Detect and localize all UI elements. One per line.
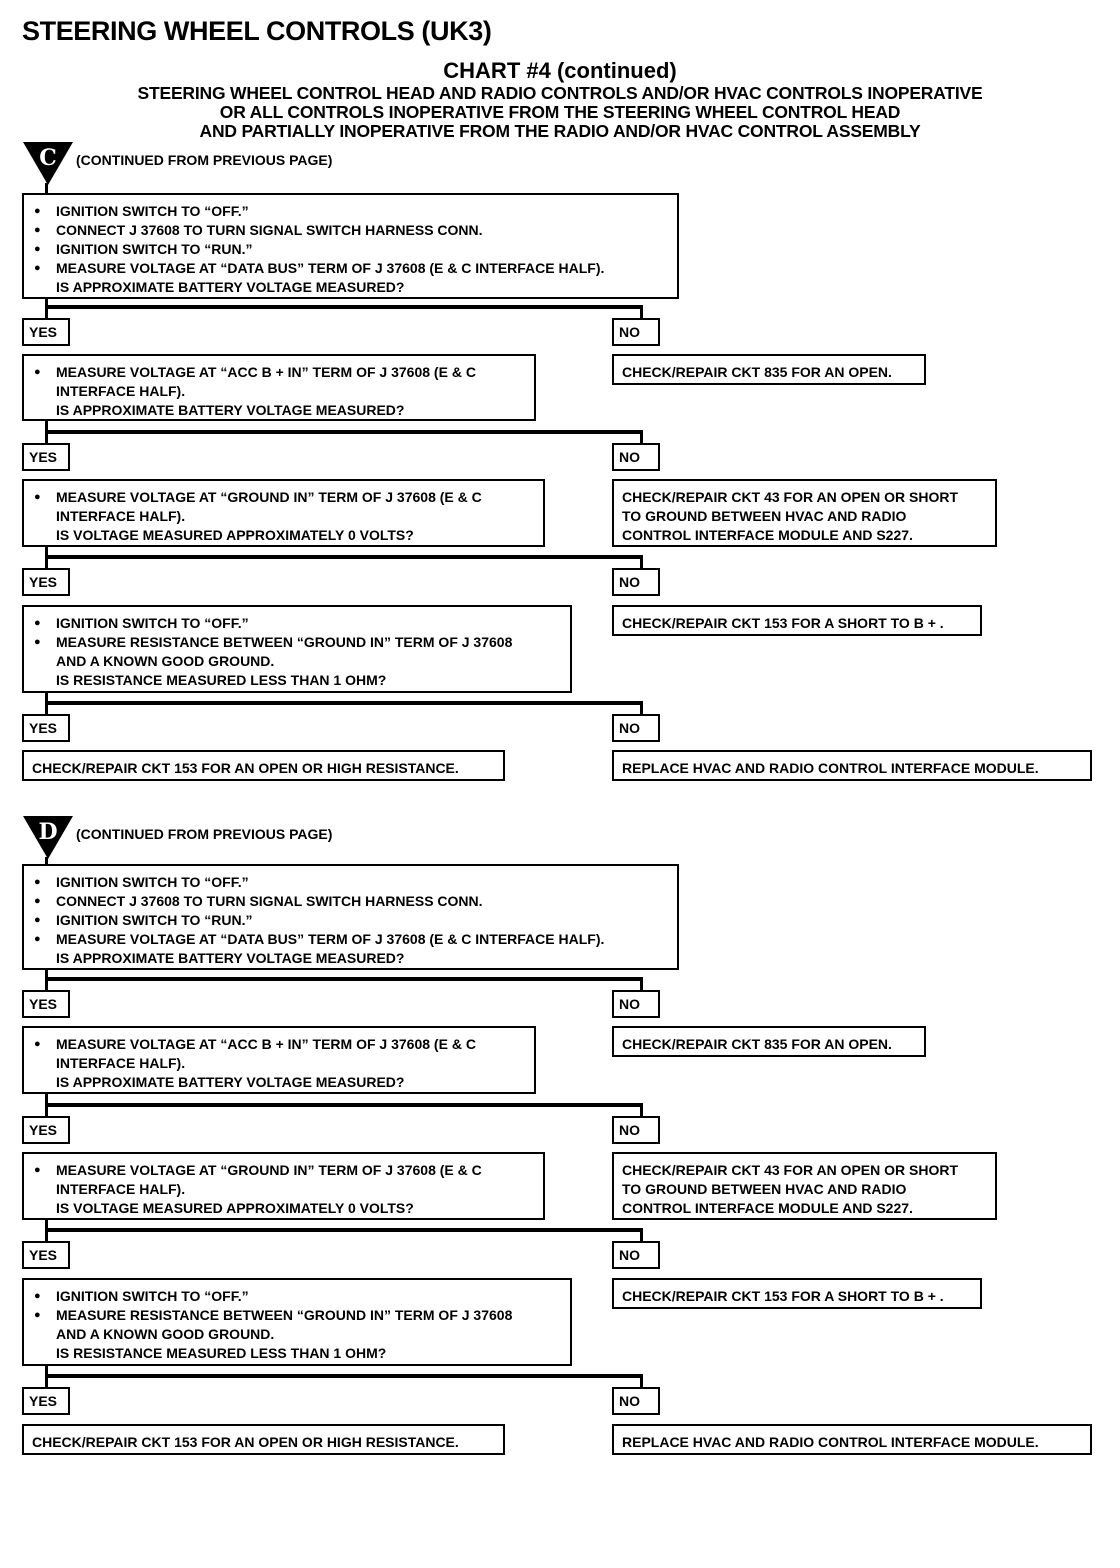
step-1-bullet: ● MEASURE VOLTAGE AT “DATA BUS” TERM OF J 37608 (E & C INTERFACE HALF).	[32, 930, 669, 949]
no-result-box	[612, 750, 1092, 781]
step-4-question: IS RESISTANCE MEASURED LESS THAN 1 OHM?	[56, 1345, 387, 1361]
no-label: NO	[612, 714, 660, 742]
chart-title: CHART #4 (continued)	[443, 58, 677, 83]
branch-line	[45, 430, 642, 434]
step-2-continuation: INTERFACE HALF).	[56, 383, 186, 399]
branch-line	[45, 555, 642, 559]
no-label: NO	[612, 443, 660, 471]
yes-result-box	[22, 1424, 505, 1455]
step-4-bullet: ● IGNITION SWITCH TO “OFF.”	[32, 614, 562, 633]
step-3-question: IS VOLTAGE MEASURED APPROXIMATELY 0 VOLTS?	[56, 1200, 414, 1216]
branch-line	[45, 1103, 642, 1107]
branch-line	[45, 701, 642, 705]
step-1-box	[22, 193, 679, 299]
yes-result-box	[22, 750, 505, 781]
no-label: NO	[612, 568, 660, 596]
no-label: NO	[612, 1116, 660, 1144]
no-result-text: CHECK/REPAIR CKT 153 FOR A SHORT TO B + .	[622, 615, 944, 631]
step-3-question: IS VOLTAGE MEASURED APPROXIMATELY 0 VOLTS?	[56, 527, 414, 543]
step-3-box	[22, 479, 545, 547]
chart-subtitle-line: OR ALL CONTROLS INOPERATIVE FROM THE STEERING WHEEL CONTROL HEAD	[219, 102, 901, 122]
step-1-bullet: ● MEASURE VOLTAGE AT “DATA BUS” TERM OF J 37608 (E & C INTERFACE HALF).	[32, 259, 669, 278]
step-2-box	[22, 1026, 536, 1094]
step-4-question: IS RESISTANCE MEASURED LESS THAN 1 OHM?	[56, 672, 387, 688]
no-result-text: CHECK/REPAIR CKT 153 FOR A SHORT TO B + .	[622, 1288, 944, 1304]
step-1-bullet: ● CONNECT J 37608 TO TURN SIGNAL SWITCH HARNESS CONN.	[32, 221, 669, 240]
no-result-box	[612, 1026, 926, 1057]
continuation-marker-icon	[22, 140, 74, 186]
no-result-box	[612, 1278, 982, 1309]
yes-label: YES	[22, 1387, 70, 1415]
continued-note: (CONTINUED FROM PREVIOUS PAGE)	[76, 826, 333, 842]
step-2-bullet: ● MEASURE VOLTAGE AT “ACC B + IN” TERM OF J 37608 (E & C	[32, 1035, 526, 1054]
marker-letter: D	[38, 819, 58, 845]
marker-letter: C	[39, 145, 57, 171]
no-result-box	[612, 605, 982, 636]
step-2-box	[22, 354, 536, 421]
no-result-text: REPLACE HVAC AND RADIO CONTROL INTERFACE MODULE.	[622, 760, 1039, 776]
page-title: STEERING WHEEL CONTROLS (UK3)	[22, 16, 492, 46]
step-1-question: IS APPROXIMATE BATTERY VOLTAGE MEASURED?	[56, 279, 405, 295]
step-4-continuation: AND A KNOWN GOOD GROUND.	[56, 1326, 275, 1342]
no-label: NO	[612, 1387, 660, 1415]
step-2-continuation: INTERFACE HALF).	[56, 1055, 186, 1071]
step-3-continuation: INTERFACE HALF).	[56, 508, 186, 524]
step-4-box	[22, 1278, 572, 1366]
no-result-box	[612, 1424, 1092, 1455]
yes-result-text: CHECK/REPAIR CKT 153 FOR AN OPEN OR HIGH RESISTANCE.	[32, 1434, 459, 1450]
branch-line	[45, 1374, 642, 1378]
yes-label: YES	[22, 1241, 70, 1269]
step-1-bullet: ● IGNITION SWITCH TO “RUN.”	[32, 911, 669, 930]
connector-line	[640, 977, 643, 990]
no-result-box	[612, 354, 926, 385]
continued-note: (CONTINUED FROM PREVIOUS PAGE)	[76, 152, 333, 168]
step-4-continuation: AND A KNOWN GOOD GROUND.	[56, 653, 275, 669]
step-2-question: IS APPROXIMATE BATTERY VOLTAGE MEASURED?	[56, 402, 405, 418]
no-result-text: CHECK/REPAIR CKT 835 FOR AN OPEN.	[622, 1036, 892, 1052]
no-result-text: TO GROUND BETWEEN HVAC AND RADIO	[622, 1181, 907, 1197]
step-4-bullet: ● MEASURE RESISTANCE BETWEEN “GROUND IN” TERM OF J 37608	[32, 1306, 562, 1325]
no-label: NO	[612, 318, 660, 346]
no-result-text: CHECK/REPAIR CKT 43 FOR AN OPEN OR SHORT	[622, 489, 959, 505]
connector-line	[640, 430, 643, 443]
chart-subtitle-line: AND PARTIALLY INOPERATIVE FROM THE RADIO AND/OR HVAC CONTROL ASSEMBLY	[199, 121, 921, 141]
yes-label: YES	[22, 1116, 70, 1144]
step-3-continuation: INTERFACE HALF).	[56, 1181, 186, 1197]
yes-label: YES	[22, 443, 70, 471]
step-2-bullet: ● MEASURE VOLTAGE AT “ACC B + IN” TERM OF J 37608 (E & C	[32, 363, 526, 382]
step-4-bullet: ● IGNITION SWITCH TO “OFF.”	[32, 1287, 562, 1306]
no-label: NO	[612, 990, 660, 1018]
step-1-bullet: ● IGNITION SWITCH TO “OFF.”	[32, 873, 669, 892]
yes-label: YES	[22, 990, 70, 1018]
no-result-text: CHECK/REPAIR CKT 835 FOR AN OPEN.	[622, 364, 892, 380]
yes-label: YES	[22, 568, 70, 596]
yes-result-text: CHECK/REPAIR CKT 153 FOR AN OPEN OR HIGH RESISTANCE.	[32, 760, 459, 776]
no-result-box	[612, 1152, 997, 1220]
step-4-box	[22, 605, 572, 693]
branch-line	[45, 305, 642, 309]
connector-line	[640, 1374, 643, 1387]
connector-line	[640, 305, 643, 318]
no-result-text: CONTROL INTERFACE MODULE AND S227.	[622, 1200, 913, 1216]
yes-label: YES	[22, 714, 70, 742]
continuation-marker-icon	[22, 814, 74, 860]
step-3-bullet: ● MEASURE VOLTAGE AT “GROUND IN” TERM OF J 37608 (E & C	[32, 488, 535, 507]
step-2-question: IS APPROXIMATE BATTERY VOLTAGE MEASURED?	[56, 1074, 405, 1090]
step-1-bullet: ● IGNITION SWITCH TO “OFF.”	[32, 202, 669, 221]
branch-line	[45, 1228, 642, 1232]
step-1-bullet: ● CONNECT J 37608 TO TURN SIGNAL SWITCH HARNESS CONN.	[32, 892, 669, 911]
chart-subtitle-line: STEERING WHEEL CONTROL HEAD AND RADIO CONTROLS AND/OR HVAC CONTROLS INOPERATIVE	[137, 83, 983, 103]
step-4-bullet: ● MEASURE RESISTANCE BETWEEN “GROUND IN” TERM OF J 37608	[32, 633, 562, 652]
branch-line	[45, 977, 642, 981]
no-label: NO	[612, 1241, 660, 1269]
connector-line	[640, 1228, 643, 1241]
step-1-bullet: ● IGNITION SWITCH TO “RUN.”	[32, 240, 669, 259]
step-1-question: IS APPROXIMATE BATTERY VOLTAGE MEASURED?	[56, 950, 405, 966]
step-1-box	[22, 864, 679, 970]
no-result-text: TO GROUND BETWEEN HVAC AND RADIO	[622, 508, 907, 524]
connector-line	[640, 701, 643, 714]
connector-line	[640, 1103, 643, 1116]
no-result-text: REPLACE HVAC AND RADIO CONTROL INTERFACE MODULE.	[622, 1434, 1039, 1450]
yes-label: YES	[22, 318, 70, 346]
connector-line	[640, 555, 643, 568]
no-result-text: CONTROL INTERFACE MODULE AND S227.	[622, 527, 913, 543]
step-3-box	[22, 1152, 545, 1220]
no-result-text: CHECK/REPAIR CKT 43 FOR AN OPEN OR SHORT	[622, 1162, 959, 1178]
no-result-box	[612, 479, 997, 547]
step-3-bullet: ● MEASURE VOLTAGE AT “GROUND IN” TERM OF J 37608 (E & C	[32, 1161, 535, 1180]
